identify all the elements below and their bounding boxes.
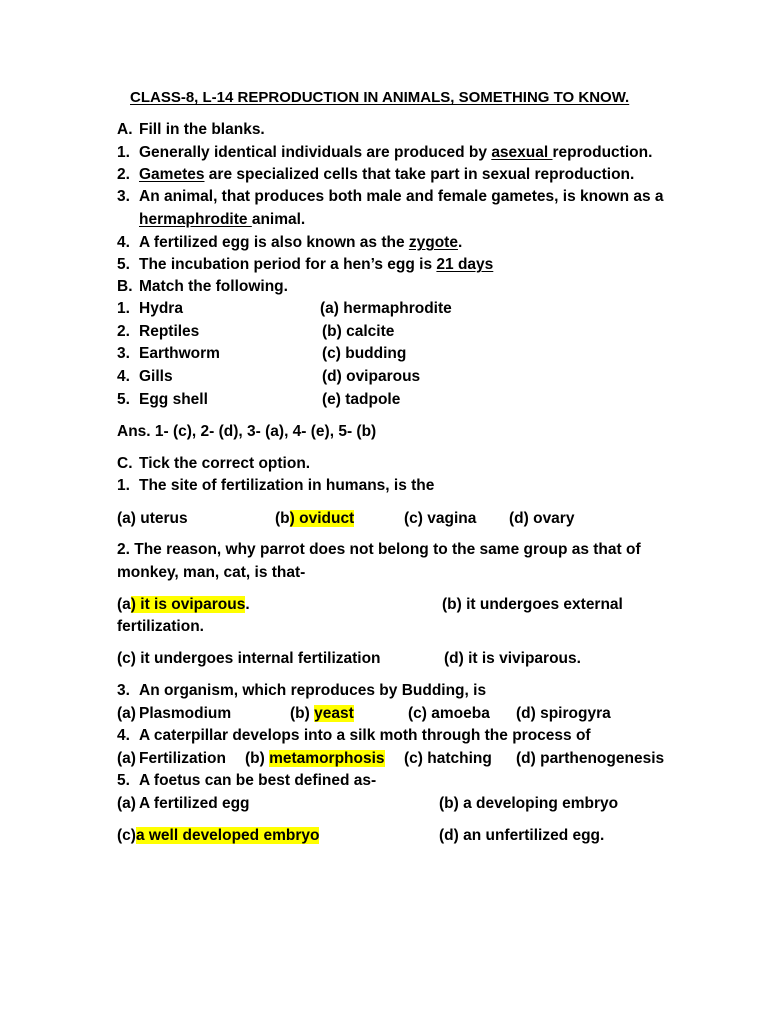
section-c-label: C. (117, 455, 133, 472)
section-a-heading: Fill in the blanks. (139, 121, 265, 138)
c-q3-option-a: Plasmodium (139, 705, 232, 722)
c-q5-option-c: (c)a well developed embryo (117, 827, 320, 844)
b-row-4-left: Gills (139, 368, 173, 385)
c-q1-option-d: (d) ovary (509, 510, 575, 527)
b-row-5-right: (e) tadpole (322, 391, 401, 408)
c-q5-option-a-label: (a) (117, 795, 136, 812)
c-q4-number: 4. (117, 727, 130, 744)
a-q2-answer: Gametes (139, 166, 205, 183)
a-q5-number: 5. (117, 256, 130, 273)
c-q5-option-b: (b) a developing embryo (439, 795, 619, 812)
c-q1-number: 1. (117, 477, 130, 494)
c-q3-text: An organism, which reproduces by Budding, is (139, 682, 487, 699)
c-q1-option-c: (c) vagina (404, 510, 477, 527)
c-q2-option-c: (c) it undergoes internal fertilization (117, 650, 381, 667)
a-q4-answer: zygote (408, 234, 458, 251)
c-q5-option-c-highlight: a well developed embryo (135, 827, 320, 844)
section-b-heading: Match the following. (139, 278, 288, 295)
c-q3-option-c: (c) amoeba (408, 705, 490, 722)
b-row-1-left: Hydra (139, 300, 183, 317)
c-q3-option-a-label: (a) (117, 705, 136, 722)
b-row-4-right: (d) oviparous (322, 368, 421, 385)
c-q2-option-b: (b) it undergoes external (442, 596, 623, 613)
b-answer-key: Ans. 1- (c), 2- (d), 3- (a), 4- (e), 5- (b) (117, 423, 377, 440)
b-row-3-right: (c) budding (322, 345, 407, 362)
b-row-2-number: 2. (117, 323, 130, 340)
c-q2-option-d: (d) it is viviparous. (444, 650, 581, 667)
c-q3-option-b: (b) yeast (290, 705, 354, 722)
c-q1-option-b: (b) oviduct (275, 510, 355, 527)
c-q1-option-a: (a) uterus (117, 510, 188, 527)
section-a-label: A. (117, 121, 133, 138)
a-q5-answer: 21 days (436, 256, 494, 273)
b-row-1-number: 1. (117, 300, 130, 317)
c-q5-option-a: A fertilized egg (139, 795, 250, 812)
b-row-2-left: Reptiles (139, 323, 200, 340)
c-q4-option-d: (d) parthenogenesis (516, 750, 665, 767)
a-q1-answer: asexual (491, 144, 553, 161)
b-row-4-number: 4. (117, 368, 130, 385)
c-q4-option-c: (c) hatching (404, 750, 492, 767)
b-row-3-number: 3. (117, 345, 130, 362)
section-b-label: B. (117, 278, 133, 295)
c-q2-line1: 2. The reason, why parrot does not belong to the same group as that of (117, 541, 641, 558)
c-q4-option-b: (b) metamorphosis (245, 750, 385, 767)
c-q4-option-a-label: (a) (117, 750, 136, 767)
a-q3-line1: An animal, that produces both male and female gametes, is known as a (139, 188, 664, 205)
c-q4-option-a: Fertilization (139, 750, 226, 767)
b-row-2-right: (b) calcite (322, 323, 395, 340)
a-q2-text: Gametes are specialized cells that take part in sexual reproduction. (139, 166, 635, 183)
a-q3-line2: hermaphrodite animal. (139, 211, 306, 228)
c-q2-option-b-continued: fertilization. (117, 618, 204, 635)
a-q4-number: 4. (117, 234, 130, 251)
c-q5-text: A foetus can be best defined as- (139, 772, 377, 789)
page-title: CLASS-8, L-14 REPRODUCTION IN ANIMALS, SOMETHING TO KNOW. (130, 89, 630, 106)
a-q1-text: Generally identical individuals are produced by asexual reproduction. (139, 144, 653, 161)
c-q5-number: 5. (117, 772, 130, 789)
b-row-3-left: Earthworm (139, 345, 220, 362)
c-q3-option-d: (d) spirogyra (516, 705, 611, 722)
a-q3-number: 3. (117, 188, 130, 205)
c-q2-line2: monkey, man, cat, is that- (117, 564, 306, 581)
a-q4-text: A fertilized egg is also known as the zygote. (139, 234, 463, 251)
b-row-5-number: 5. (117, 391, 130, 408)
section-c-heading: Tick the correct option. (139, 455, 311, 472)
c-q1-option-b-highlight: ) oviduct (289, 510, 355, 527)
a-q5-text: The incubation period for a hen’s egg is 21 days (139, 256, 494, 273)
b-row-5-left: Egg shell (139, 391, 208, 408)
c-q5-option-d: (d) an unfertilized egg. (439, 827, 605, 844)
c-q1-text: The site of fertilization in humans, is the (139, 477, 435, 494)
c-q3-option-b-highlight: yeast (314, 705, 354, 722)
a-q3-answer: hermaphrodite (139, 211, 252, 228)
c-q4-text: A caterpillar develops into a silk moth through the process of (139, 727, 591, 744)
c-q4-option-b-highlight: metamorphosis (269, 750, 385, 767)
b-row-1-right: (a) hermaphrodite (320, 300, 452, 317)
c-q2-option-a-highlight: ) it is oviparous (130, 596, 246, 613)
c-q3-number: 3. (117, 682, 130, 699)
a-q1-number: 1. (117, 144, 130, 161)
a-q2-number: 2. (117, 166, 130, 183)
c-q2-option-a: (a) it is oviparous. (117, 596, 250, 613)
